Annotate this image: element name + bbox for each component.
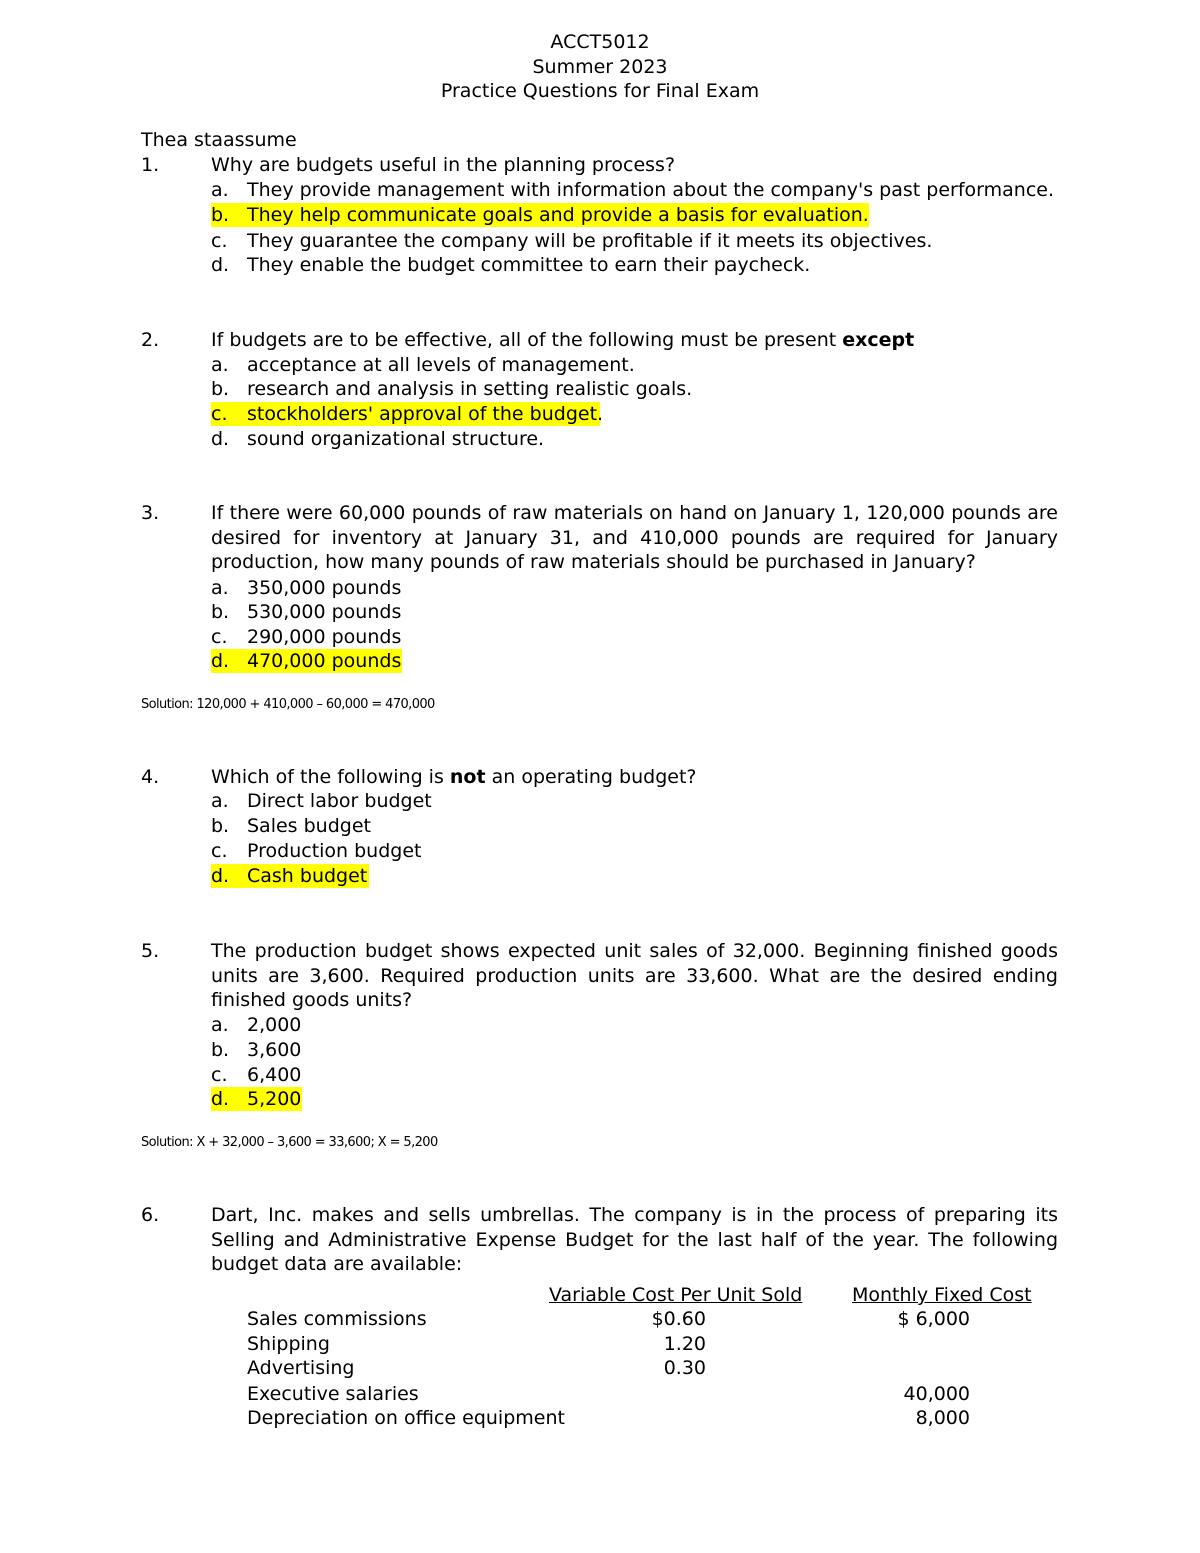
option-letter: d. [211,428,230,450]
question-number: 2. [141,329,160,351]
option-letter: c. [211,840,228,862]
course-code: ACCT5012 [550,31,650,53]
question-text [211,328,914,352]
option-text: 290,000 pounds [247,626,402,648]
solution-text: Solution: X + 32,000 – 3,600 = 33,600; X = 5,200 [141,1135,438,1150]
question-text: Why are budgets useful in the planning process? [211,154,676,176]
intro-text: Thea staassume [141,129,297,151]
question-text-part: an operating budget? [485,766,697,788]
option-letter: a. [211,577,229,599]
option-text: 350,000 pounds [247,577,402,599]
question-text [211,765,696,789]
question-text-part: If budgets are to be effective, all of the following must be present [211,329,843,351]
option-text: acceptance at all levels of management. [247,354,635,376]
option-letter: d. [211,650,230,672]
option-text-correct: They help communicate goals and provide a basis for evaluation. [247,204,869,226]
option-text: Sales budget [247,815,371,837]
column-header-variable: Variable Cost Per Unit Sold [549,1284,803,1306]
option-letter: c. [211,1064,228,1086]
question-text-emphasis: not [449,766,486,788]
variable-cost-value: 0.30 [663,1357,706,1379]
option-letter: a. [211,179,229,201]
question-text: Dart, Inc. makes and sells umbrellas. The company is in the process of preparing its Selling and Administrative Expense Budget for the last half of the year. The following budget data are available: [211,1204,1058,1276]
option-text: Production budget [247,840,422,862]
option-text: They enable the budget committee to earn their paycheck. [247,254,811,276]
option-text: 530,000 pounds [247,601,402,623]
option-text: 2,000 [247,1014,302,1036]
question-text-part: Which of the following is [211,766,450,788]
row-label: Advertising [247,1357,355,1379]
option-letter: d. [211,1088,230,1110]
option-letter: b. [211,601,230,623]
option-letter: a. [211,1014,229,1036]
variable-cost-value: $0.60 [651,1308,706,1330]
option-letter: b. [211,815,230,837]
option-letter: c. [211,626,228,648]
question-number: 1. [141,154,160,176]
option-text-correct: 5,200 [247,1088,302,1110]
option-text-correct: Cash budget [247,865,368,887]
option-text: They guarantee the company will be profitable if it meets its objectives. [247,230,933,252]
row-label: Sales commissions [247,1308,427,1330]
fixed-cost-value: 8,000 [915,1407,970,1429]
option-letter: c. [211,403,228,425]
option-letter: b. [211,204,230,226]
option-text: research and analysis in setting realistic goals. [247,378,693,400]
row-label: Depreciation on office equipment [247,1407,565,1429]
option-text-correct: 470,000 pounds [247,650,402,672]
column-header-fixed: Monthly Fixed Cost [852,1284,1032,1306]
option-text: sound organizational structure. [247,428,545,450]
variable-cost-value: 1.20 [663,1333,706,1355]
question-text-emphasis: except [842,329,915,351]
option-letter: d. [211,865,230,887]
option-letter: b. [211,378,230,400]
option-letter: c. [211,230,228,252]
question-text: If there were 60,000 pounds of raw materials on hand on January 1, 120,000 pounds are desired for inventory at January 31, and 410,000 pounds are required for January production, how many pounds of raw materials should be purchased in January? [211,502,1058,574]
question-number: 3. [141,502,160,524]
question-number: 6. [141,1204,160,1226]
row-label: Executive salaries [247,1383,419,1405]
option-text: 6,400 [247,1064,302,1086]
term: Summer 2023 [532,56,668,78]
fixed-cost-value: $ 6,000 [897,1308,970,1330]
question-number: 4. [141,766,160,788]
option-text: 3,600 [247,1039,302,1061]
option-letter: a. [211,354,229,376]
fixed-cost-value: 40,000 [903,1383,970,1405]
row-label: Shipping [247,1333,330,1355]
question-number: 5. [141,940,160,962]
option-letter: b. [211,1039,230,1061]
solution-text: Solution: 120,000 + 410,000 – 60,000 = 470,000 [141,697,435,712]
option-text: They provide management with information about the company's past performance. [247,179,1054,201]
question-text: The production budget shows expected unit sales of 32,000. Beginning finished goods units are 3,600. Required production units are 33,600. What are the desired ending finished goods units? [211,940,1058,1012]
option-text-correct: stockholders' approval of the budget. [247,403,604,425]
document-title: Practice Questions for Final Exam [440,80,760,102]
option-letter: d. [211,254,230,276]
option-letter: a. [211,790,229,812]
option-text: Direct labor budget [247,790,432,812]
